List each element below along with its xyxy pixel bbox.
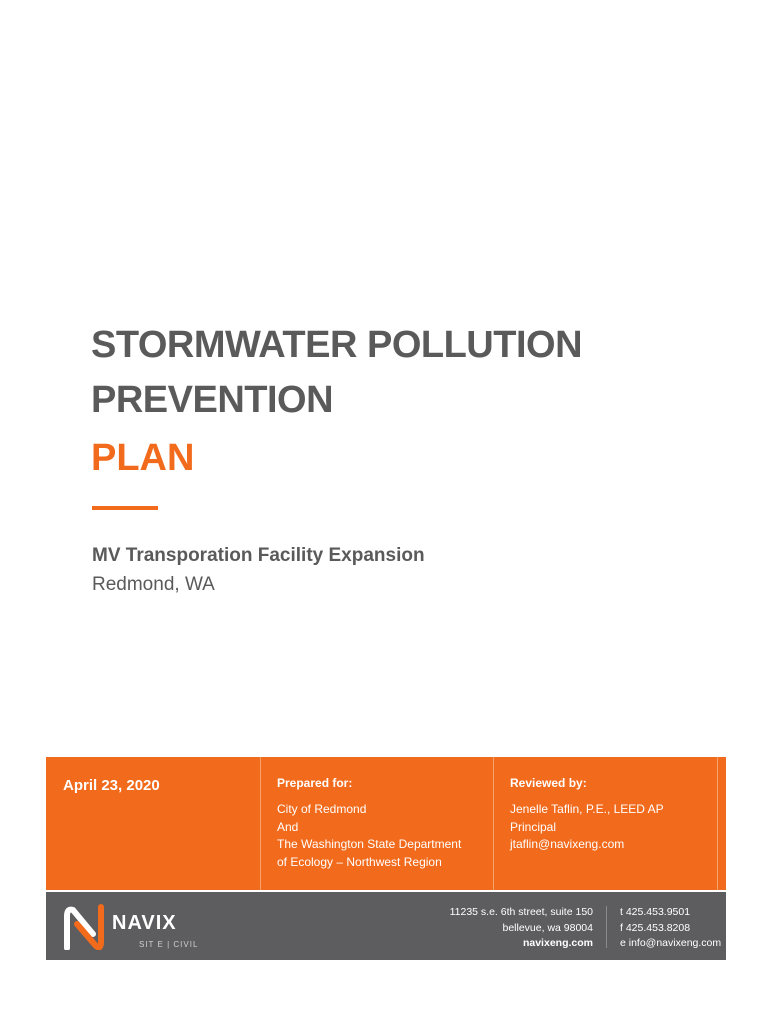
project-location: Redmond, WA [92,574,215,595]
reviewer-title: Principal [510,819,557,834]
prepared-for-line: And [277,819,299,834]
brand-name: NAVIX [112,912,177,934]
address-line: bellevue, wa 98004 [502,921,593,934]
details-band [46,757,726,890]
document-date: April 23, 2020 [63,777,160,794]
title-accent: PLAN [91,437,195,479]
prepared-for-line: The Washington State Department [277,837,462,851]
prepared-for-line: City of Redmond [277,802,367,816]
reviewed-by-body [510,801,664,854]
fax-number: f 425.453.8208 [620,921,691,934]
project-name: MV Transporation Facility Expansion [92,545,425,566]
date-column [46,757,259,890]
phone-number: t 425.453.9501 [620,906,691,918]
reviewed-by-column [493,757,718,890]
reviewed-by-label: Reviewed by: [510,776,587,790]
title-line-2: PREVENTION [91,379,334,421]
brand-tagline: SIT E | CIVIL [139,940,199,949]
address-line: 11235 s.e. 6th street, suite 150 [449,906,593,918]
title-line-1: STORMWATER POLLUTION [91,324,583,366]
accent-rule [92,506,158,510]
document-title [91,318,582,488]
prepared-for-body [277,801,461,871]
prepared-for-label: Prepared for: [277,776,353,790]
company-address [450,905,593,952]
footer-divider [606,906,607,948]
navix-n-logo-icon [62,904,106,950]
company-footer [46,892,726,960]
prepared-for-line: of Ecology – Northwest Region [277,854,442,869]
reviewer-email: jtaflin@navixeng.com [510,837,625,851]
email-link[interactable]: e info@navixeng.com [620,937,722,949]
website-link[interactable]: navixeng.com [522,937,593,949]
prepared-for-column [260,757,493,890]
company-contact [620,905,721,952]
reviewer-name: Jenelle Taflin, P.E., LEED AP [510,802,664,816]
